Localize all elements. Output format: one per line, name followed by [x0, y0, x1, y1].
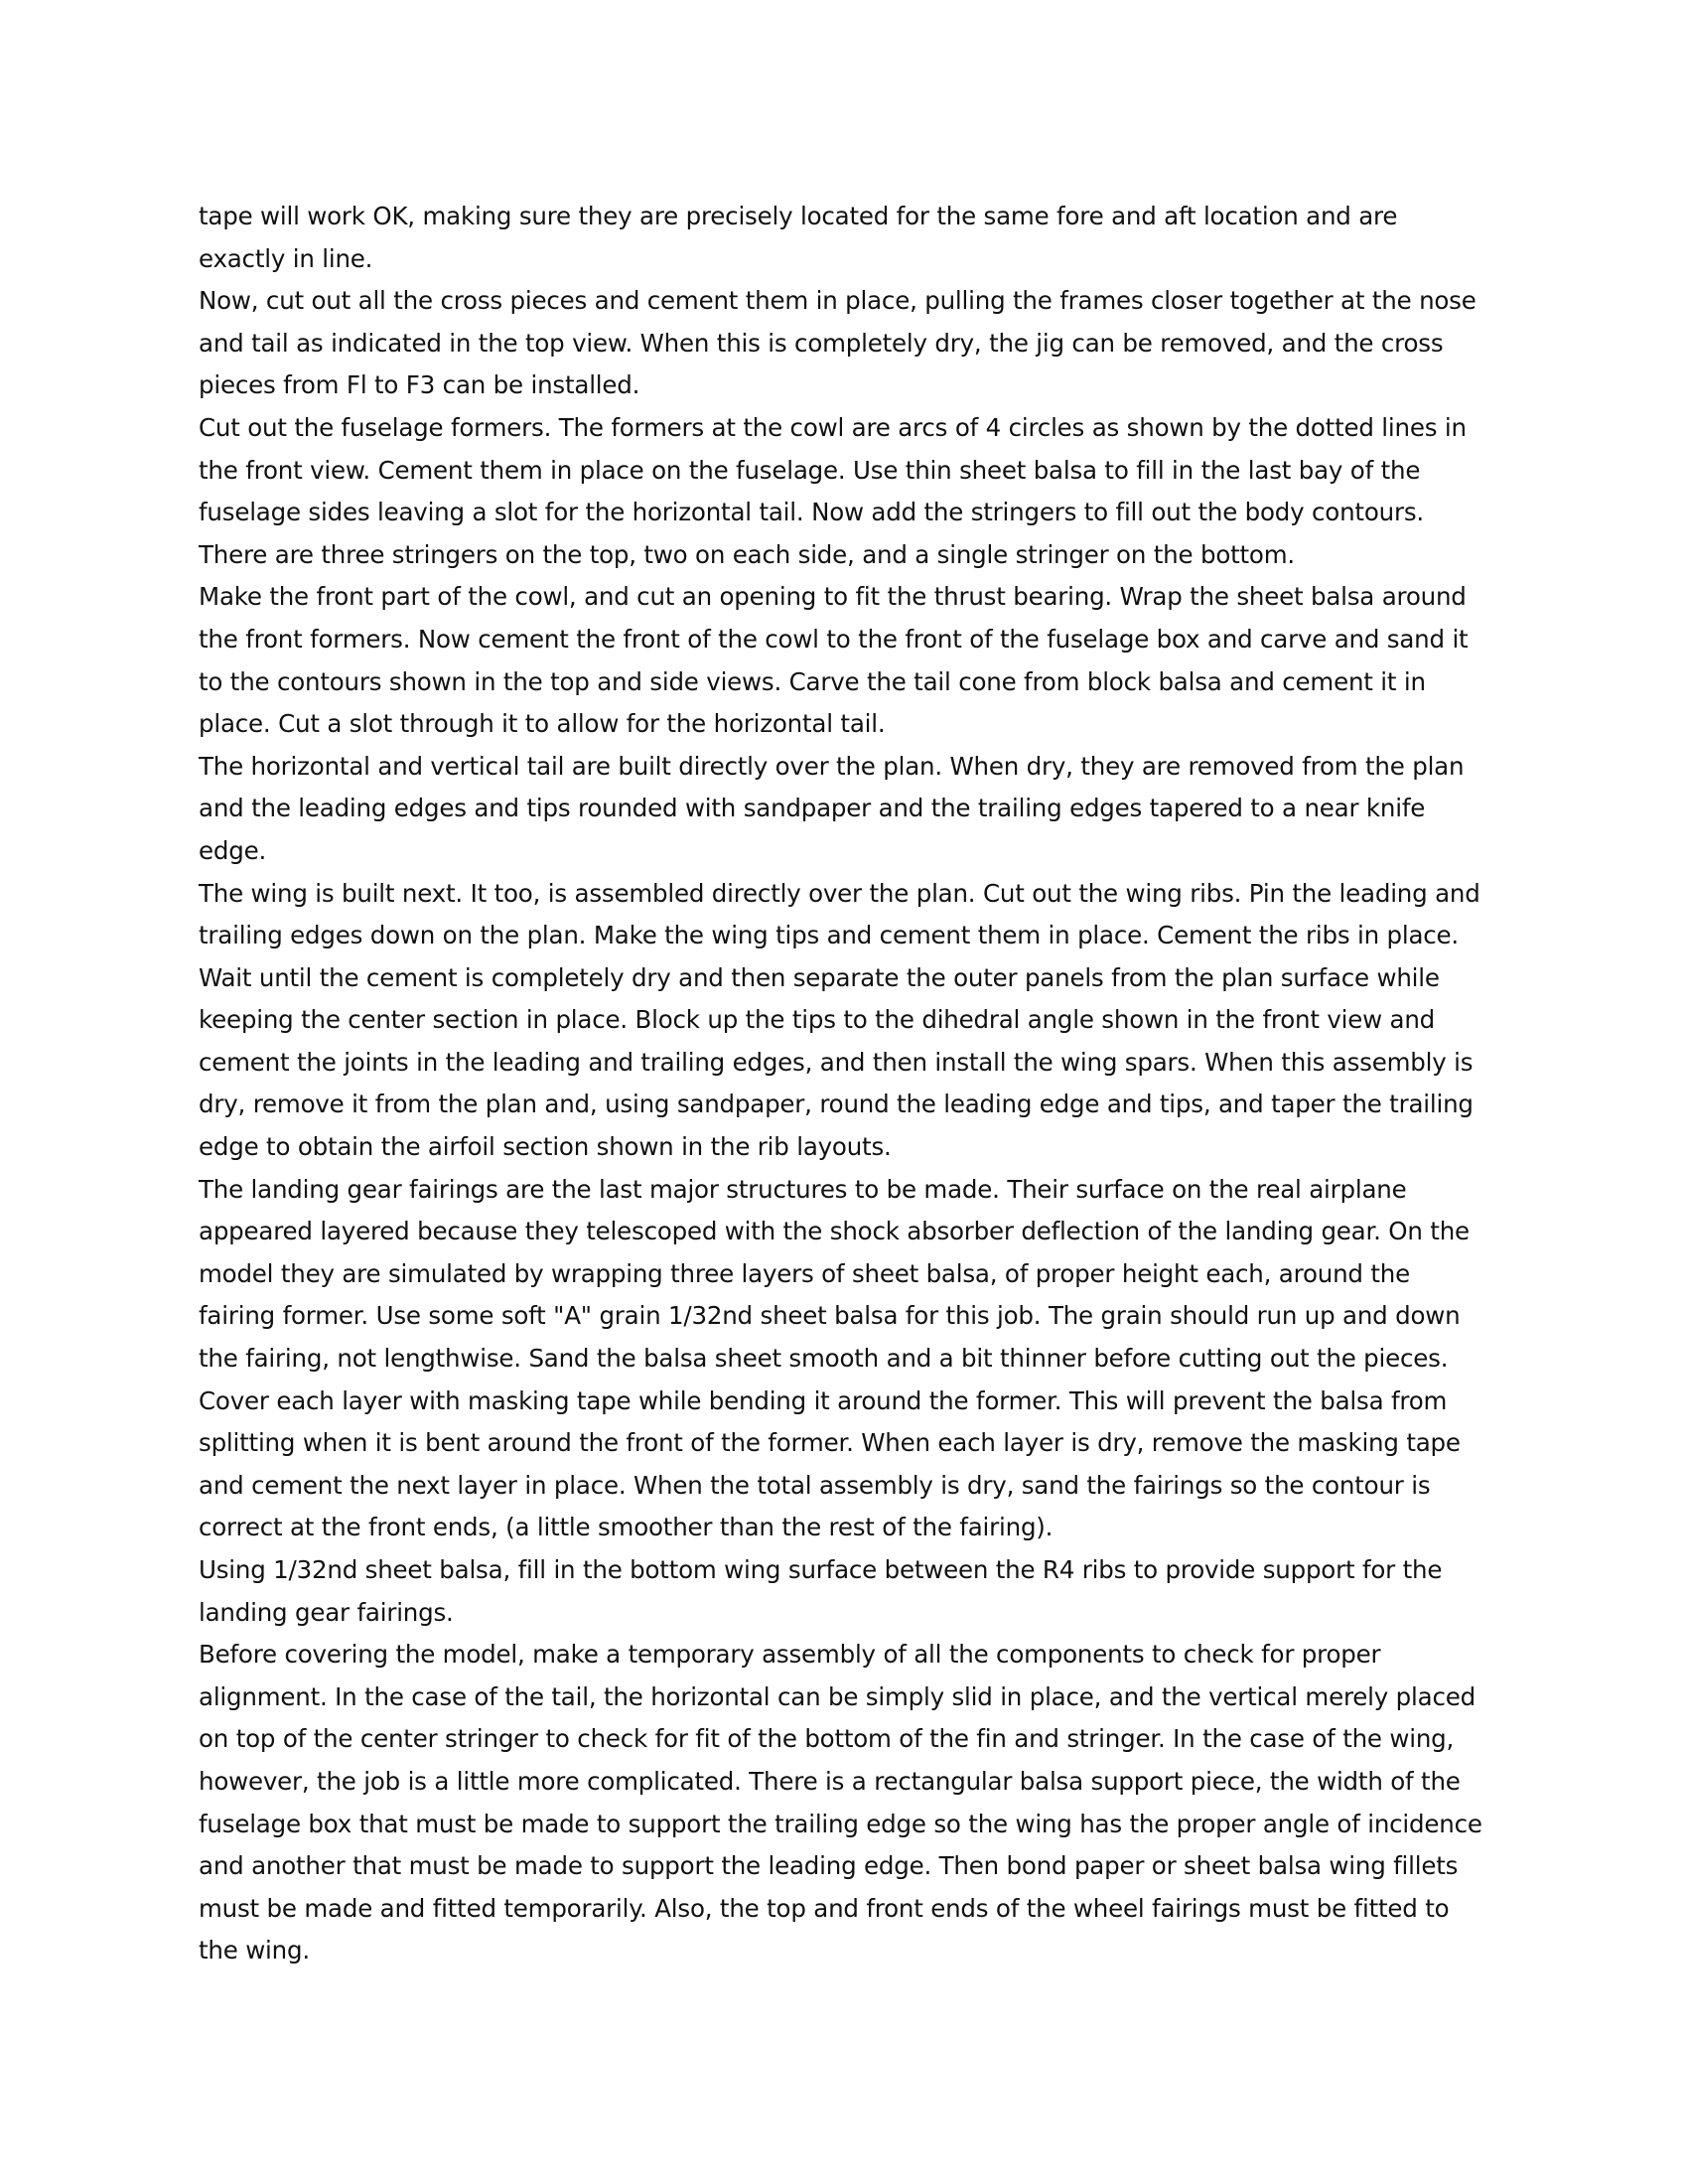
paragraph: The landing gear fairings are the last major structures to be made. Their surface on the real airplane appeared layered because they telescoped with the shock absorber deflection of the landing gear. On the model they are simulated by wrapping three layers of sheet balsa, of proper height each, around the fairing former. Use some soft "A" grain 1/32nd sheet balsa for this job. The grain should run up and down the fairing, not lengthwise. Sand the balsa sheet smooth and a bit thinner before cutting out the pieces. Cover each layer with masking tape while bending it around the former. This will prevent the balsa from splitting when it is bent around the front of the former. When each layer is dry, remove the masking tape and cement the next layer in place. When the total assembly is dry, sand the fairings so the contour is correct at the front ends, (a little smoother than the rest of the fairing).	[199, 1174, 1470, 1542]
paragraph: Before covering the model, make a temporary assembly of all the components to check for proper alignment. In the case of the tail, the horizontal can be simply slid in place, and the vertical merely placed on top of the center stringer to check for fit of the bottom of the fin and stringer. In the case of the wing, however, the job is a little more complicated. There is a rectangular balsa support piece, the width of the fuselage box that must be made to support the trailing edge so the wing has the proper angle of incidence and another that must be made to support the leading edge. Then bond paper or sheet balsa wing fillets must be made and fitted temporarily. Also, the top and front ends of the wheel fairings must be fitted to the wing.	[199, 1640, 1482, 1966]
paragraph: Cut out the fuselage formers. The formers at the cowl are arcs of 4 circles as shown by the dotted lines in the front view. Cement them in place on the fuselage. Use thin sheet balsa to fill in the last bay of the fuselage sides leaving a slot for the horizontal tail. Now add the stringers to fill out the body contours. There are three stringers on the top, two on each side, and a single stringer on the bottom.	[199, 412, 1467, 569]
paragraph: Using 1/32nd sheet balsa, fill in the bottom wing surface between the R4 ribs to provide support for the landing gear fairings.	[199, 1555, 1443, 1627]
paragraph: Now, cut out all the cross pieces and cement them in place, pulling the frames closer together at the nose and tail as indicated in the top view. When this is completely dry, the jig can be removed, and the cross pieces from Fl to F3 can be installed.	[199, 286, 1477, 400]
paragraph: tape will work OK, making sure they are precisely located for the same fore and aft location and are exactly in line.	[199, 202, 1398, 273]
document-body	[199, 196, 1489, 1972]
paragraph: Make the front part of the cowl, and cut an opening to fit the thrust bearing. Wrap the sheet balsa around the front formers. Now cement the front of the cowl to the front of the fuselage box and carve and sand it to the contours shown in the top and side views. Carve the tail cone from block balsa and cement it in place. Cut a slot through it to allow for the horizontal tail.	[199, 582, 1469, 739]
paragraph: The wing is built next. It too, is assembled directly over the plan. Cut out the wing ribs. Pin the leading and trailing edges down on the plan. Make the wing tips and cement them in place. Cement the ribs in place. Wait until the cement is completely dry and then separate the outer panels from the plan surface while keeping the center section in place. Block up the tips to the dihedral angle shown in the front view and cement the joints in the leading and trailing edges, and then install the wing spars. When this assembly is dry, remove it from the plan and, using sandpaper, round the leading edge and tips, and taper the trailing edge to obtain the airfoil section shown in the rib layouts.	[199, 878, 1480, 1162]
paragraph: The horizontal and vertical tail are built directly over the plan. When dry, they are removed from the plan and the leading edges and tips rounded with sandpaper and the trailing edges tapered to a near knife edge.	[199, 751, 1465, 865]
